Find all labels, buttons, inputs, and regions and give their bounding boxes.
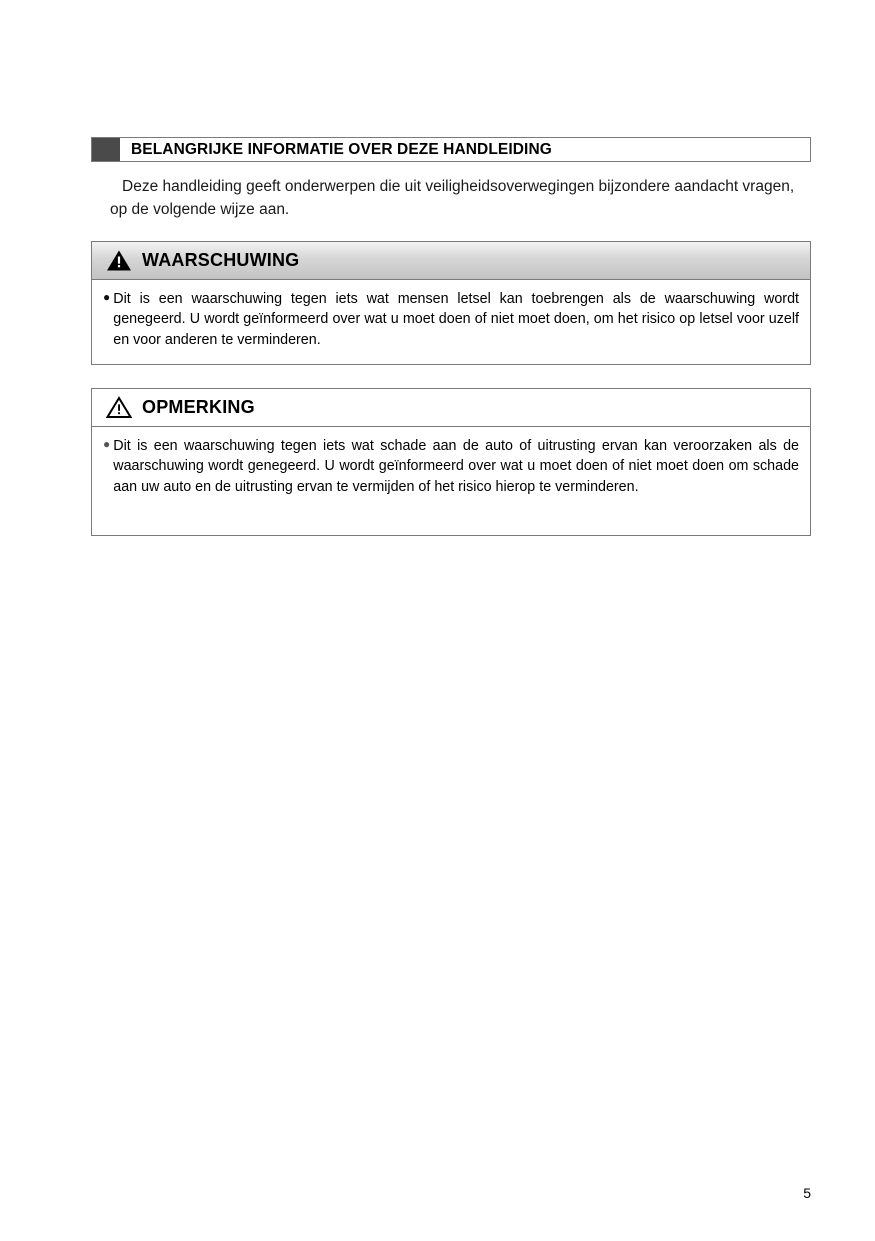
warning-notice-header	[92, 242, 810, 280]
warning-triangle-outline-icon	[106, 396, 132, 419]
caution-notice-header	[92, 389, 810, 427]
warning-notice-label: WAARSCHUWING	[142, 250, 300, 270]
bullet-icon: ●	[103, 290, 111, 304]
page-number: 5	[803, 1185, 811, 1201]
section-header-swatch	[92, 138, 120, 161]
caution-notice-box	[91, 388, 811, 536]
caution-notice-text: Dit is een waarschuwing tegen iets wat schade aan de auto of uitrusting ervan kan veroorzaken als de waarschuwing wordt genegeerd. U wordt geïnformeerd over wat u moet doen of niet moet doen om schade aan uw auto en de uitrusting ervan te vermijden of het risico hierop te verminderen.	[113, 438, 799, 495]
caution-notice-body	[92, 427, 810, 507]
section-header	[91, 137, 811, 162]
warning-notice-body	[92, 280, 810, 360]
caution-notice-label: OPMERKING	[142, 397, 255, 417]
warning-notice-text: Dit is een waarschuwing tegen iets wat mensen letsel kan toebrengen als de waarschuwing wordt genegeerd. U wordt geïnformeerd over wat u moet doen of niet moet doen, om het risico op letsel voor uzelf en voor anderen te verminderen.	[113, 291, 799, 348]
bullet-icon: ●	[103, 437, 111, 451]
warning-notice-box	[91, 241, 811, 365]
section-header-title: BELANGRIJKE INFORMATIE OVER DEZE HANDLEIDING	[131, 140, 552, 158]
intro-paragraph: Deze handleiding geeft onderwerpen die uit veiligheidsoverwegingen bijzondere aandacht vragen, op de volgende wijze aan.	[110, 178, 795, 218]
warning-triangle-filled-icon	[106, 249, 132, 272]
